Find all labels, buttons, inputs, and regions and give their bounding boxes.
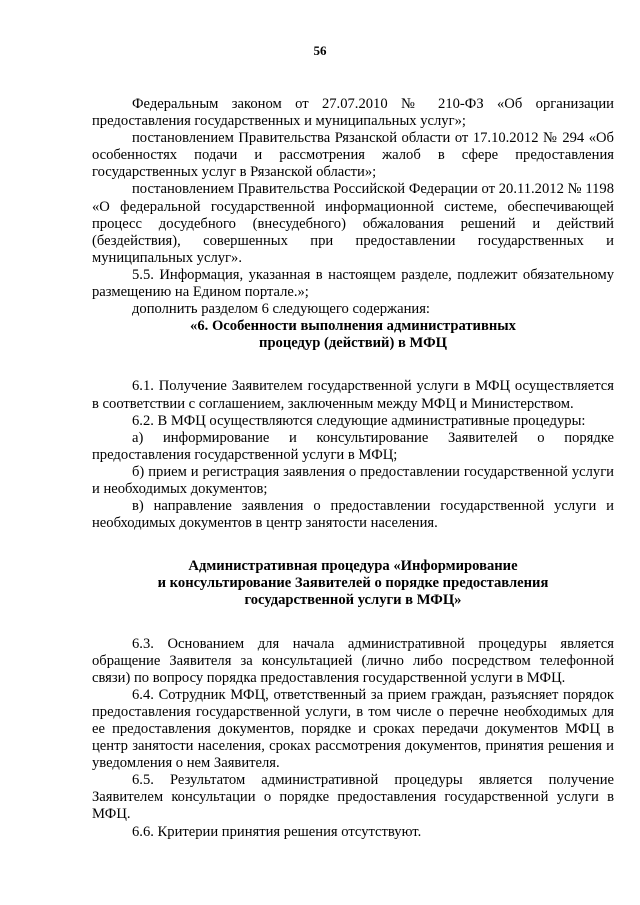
paragraph: Федеральным законом от 27.07.2010 № 210-ФЗ «Об организации предоставления государственных и муниципальных услуг»; — [92, 96, 614, 130]
paragraph: 5.5. Информация, указанная в настоящем разделе, подлежит обязательному размещению на Едином портале.»; — [92, 266, 614, 301]
section-heading-line: процедур (действий) в МФЦ — [259, 335, 447, 352]
paragraph: 6.4. Сотрудник МФЦ, ответственный за прием граждан, разъясняет порядок предоставления государственной услуги, в том числе о перечне необходимых для ее предоставления документов, порядке и сроках передачи документов МФЦ в центр занятости населения, сроках рассмотрения документов, принятия решения и уведомления о нем Заявителя. — [92, 686, 614, 772]
paragraph: постановлением Правительства Рязанской области от 17.10.2012 № 294 «Об особенностях подачи и рассмотрения жалоб в сфере предоставления государственных услуг в Рязанской области»; — [92, 130, 614, 181]
paragraph: 6.2. В МФЦ осуществляются следующие административные процедуры: — [132, 412, 586, 429]
list-item: а) информирование и консультирование Заявителей о порядке предоставления государственной услуги в МФЦ; — [92, 429, 614, 463]
section-heading-line: «6. Особенности выполнения административных — [190, 318, 516, 335]
paragraph: дополнить разделом 6 следующего содержания: — [132, 301, 430, 318]
paragraph: постановлением Правительства Российской Федерации от 20.11.2012 № 1198 «О федеральной государственной информационной системе, обеспечивающей процесс досудебного (внесудебного) обжалования решений и действий (бездействия), совершенных при предоставлении государственных и муниципальных услуг». — [92, 181, 614, 266]
document-body — [92, 96, 614, 841]
paragraph: 6.3. Основанием для начала административной процедуры является обращение Заявителя за консультацией (лично либо посредством телефонной связи) по вопросу порядка предоставления государственной услуги в МФЦ. — [92, 635, 614, 686]
paragraph: 6.1. Получение Заявителем государственной услуги в МФЦ осуществляется в соответствии с соглашением, заключенным между МФЦ и Министерством. — [92, 378, 614, 412]
page-number: 56 — [313, 43, 327, 58]
list-item: б) прием и регистрация заявления о предоставлении государственной услуги и необходимых документов; — [92, 463, 614, 497]
procedure-heading-line: Административная процедура «Информирование — [188, 558, 518, 575]
list-item: в) направление заявления о предоставлении государственной услуги и необходимых документов в центр занятости населения. — [92, 498, 614, 532]
procedure-heading-line: и консультирование Заявителей о порядке предоставления — [157, 575, 549, 592]
procedure-heading-line: государственной услуги в МФЦ» — [244, 592, 462, 609]
paragraph: 6.6. Критерии принятия решения отсутствуют. — [132, 823, 422, 840]
paragraph: 6.5. Результатом административной процедуры является получение Заявителем консультации о порядке предоставления государственной услуги в МФЦ. — [92, 772, 614, 823]
